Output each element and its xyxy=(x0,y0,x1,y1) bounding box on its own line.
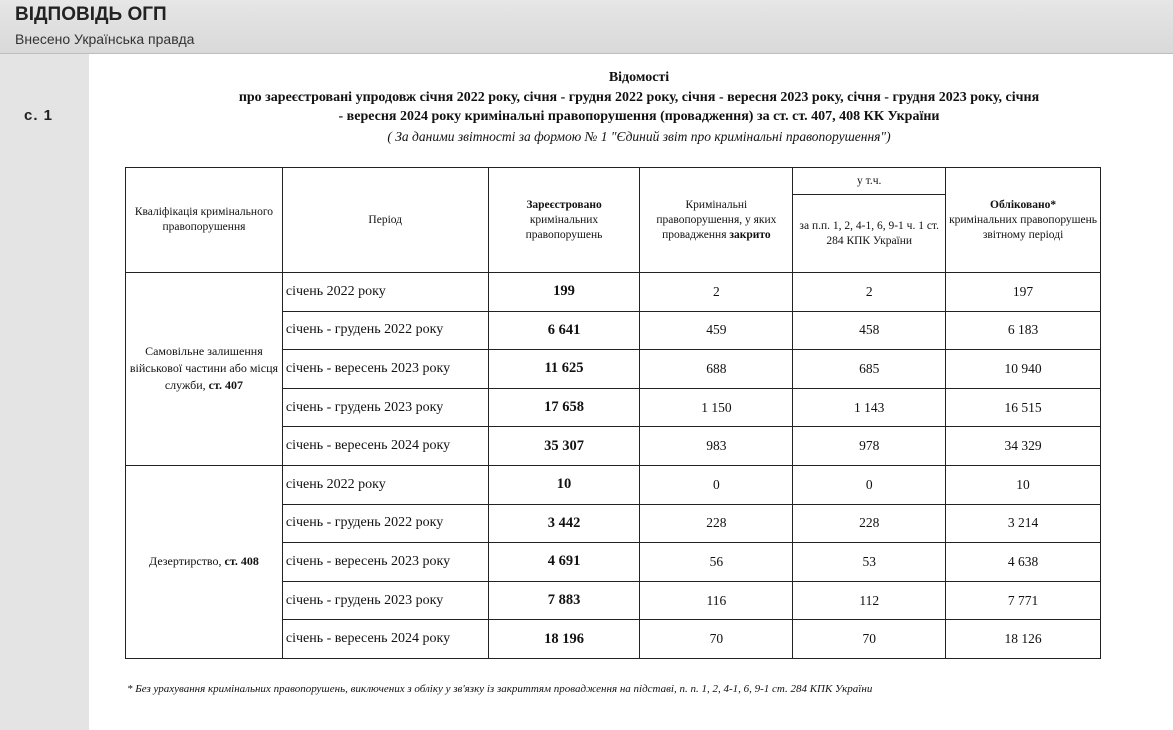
registered-cell: 18 196 xyxy=(488,620,640,659)
document-source-note: ( За даними звітності за формою № 1 "Єдиний звіт про кримінальні правопорушення") xyxy=(387,128,891,144)
qualification-label: Дезертирство, xyxy=(148,554,222,569)
closed-cell: 56 xyxy=(640,543,793,582)
accounted-cell: 3 214 xyxy=(946,504,1101,543)
document-title: Відомості xyxy=(608,70,670,85)
period-cell: січень - грудень 2022 року xyxy=(282,311,488,350)
closed-cell: 1 150 xyxy=(640,388,793,427)
incl-cell: 70 xyxy=(793,620,946,659)
header-registered xyxy=(488,168,640,273)
registered-cell: 11 625 xyxy=(488,350,640,389)
period-cell: січень 2022 року xyxy=(282,465,488,504)
header-incl: у т.ч. xyxy=(793,168,946,195)
registered-cell: 10 xyxy=(488,465,640,504)
header-period: Період xyxy=(282,168,488,273)
registered-cell: 6 641 xyxy=(488,311,640,350)
registered-cell: 35 307 xyxy=(488,427,640,466)
incl-cell: 2 xyxy=(793,273,946,312)
registered-cell: 4 691 xyxy=(488,543,640,582)
registered-cell: 17 658 xyxy=(488,388,640,427)
table-row xyxy=(126,273,1101,312)
table-body xyxy=(126,273,1101,659)
document-subtitle-line1: про зареєстровані упродовж січня 2022 року, січня - грудня 2022 року, січня - вересня 2023 року, січня - грудня 2023 року, січня xyxy=(238,89,1040,105)
closed-cell: 228 xyxy=(640,504,793,543)
accounted-cell: 6 183 xyxy=(946,311,1101,350)
header-closed-prefix: Кримінальні правопорушення, у яких провадження xyxy=(656,198,777,241)
closed-cell: 70 xyxy=(640,620,793,659)
closed-cell: 983 xyxy=(640,427,793,466)
closed-cell: 459 xyxy=(640,311,793,350)
period-cell: січень 2022 року xyxy=(282,273,488,312)
accounted-cell: 34 329 xyxy=(946,427,1101,466)
closed-cell: 0 xyxy=(640,465,793,504)
qualification-article: ст. 407 xyxy=(208,378,243,393)
header-closed xyxy=(640,168,793,273)
qualification-label: Самовільне залишення військової частини або місця служби, xyxy=(129,344,279,393)
registered-cell: 7 883 xyxy=(488,581,640,620)
table-row xyxy=(126,465,1101,504)
header-accounted-bold: Обліковано* xyxy=(990,198,1057,211)
incl-cell: 978 xyxy=(793,427,946,466)
qualification-cell xyxy=(126,273,283,466)
accounted-cell: 197 xyxy=(946,273,1101,312)
period-cell: січень - вересень 2023 року xyxy=(282,543,488,582)
header-registered-bold: Зареєстровано xyxy=(526,198,602,211)
incl-cell: 228 xyxy=(793,504,946,543)
page-subtitle: Внесено Українська правда xyxy=(15,31,195,47)
incl-cell: 53 xyxy=(793,543,946,582)
registered-cell: 3 442 xyxy=(488,504,640,543)
closed-cell: 2 xyxy=(640,273,793,312)
page-number-label[interactable]: с. 1 xyxy=(24,107,54,124)
accounted-cell: 7 771 xyxy=(946,581,1101,620)
incl-cell: 458 xyxy=(793,311,946,350)
period-cell: січень - грудень 2023 року xyxy=(282,388,488,427)
period-cell: січень - вересень 2023 року xyxy=(282,350,488,389)
closed-cell: 116 xyxy=(640,581,793,620)
accounted-cell: 10 xyxy=(946,465,1101,504)
page-sidebar xyxy=(0,54,89,730)
incl-cell: 685 xyxy=(793,350,946,389)
accounted-cell: 10 940 xyxy=(946,350,1101,389)
document-page xyxy=(89,54,1173,730)
qualification-article: ст. 408 xyxy=(224,554,259,569)
period-cell: січень - вересень 2024 року xyxy=(282,620,488,659)
incl-cell: 1 143 xyxy=(793,388,946,427)
period-cell: січень - вересень 2024 року xyxy=(282,427,488,466)
document-subtitle-line2: - вересня 2024 року кримінальні правопорушення (провадження) за ст. ст. 407, 408 КК України xyxy=(338,109,940,124)
incl-cell: 112 xyxy=(793,581,946,620)
header-qualification: Кваліфікація кримінального правопорушення xyxy=(126,168,283,273)
header-incl-sub: за п.п. 1, 2, 4-1, 6, 9-1 ч. 1 ст. 284 КПК України xyxy=(793,195,946,273)
accounted-cell: 18 126 xyxy=(946,620,1101,659)
accounted-cell: 4 638 xyxy=(946,543,1101,582)
header-registered-rest: кримінальних правопорушень xyxy=(525,213,603,241)
incl-cell: 0 xyxy=(793,465,946,504)
header-closed-bold: закрито xyxy=(729,228,771,241)
header-accounted xyxy=(946,168,1101,273)
closed-cell: 688 xyxy=(640,350,793,389)
registered-cell: 199 xyxy=(488,273,640,312)
footnote: * Без урахування кримінальних правопорушень, виключених з обліку у зв'язку із закриттям провадження на підставі, п. п. 1, 2, 4-1, 6, 9-1 ст. 284 КПК України xyxy=(127,683,873,695)
period-cell: січень - грудень 2023 року xyxy=(282,581,488,620)
statistics-table xyxy=(125,167,1101,659)
document-heading xyxy=(109,68,1169,146)
header-accounted-rest: кримінальних правопорушень звітному періоді xyxy=(949,213,1098,241)
page-title: ВІДПОВІДЬ ОГП xyxy=(15,4,167,25)
qualification-cell xyxy=(126,465,283,658)
accounted-cell: 16 515 xyxy=(946,388,1101,427)
period-cell: січень - грудень 2022 року xyxy=(282,504,488,543)
top-bar xyxy=(0,0,1173,54)
